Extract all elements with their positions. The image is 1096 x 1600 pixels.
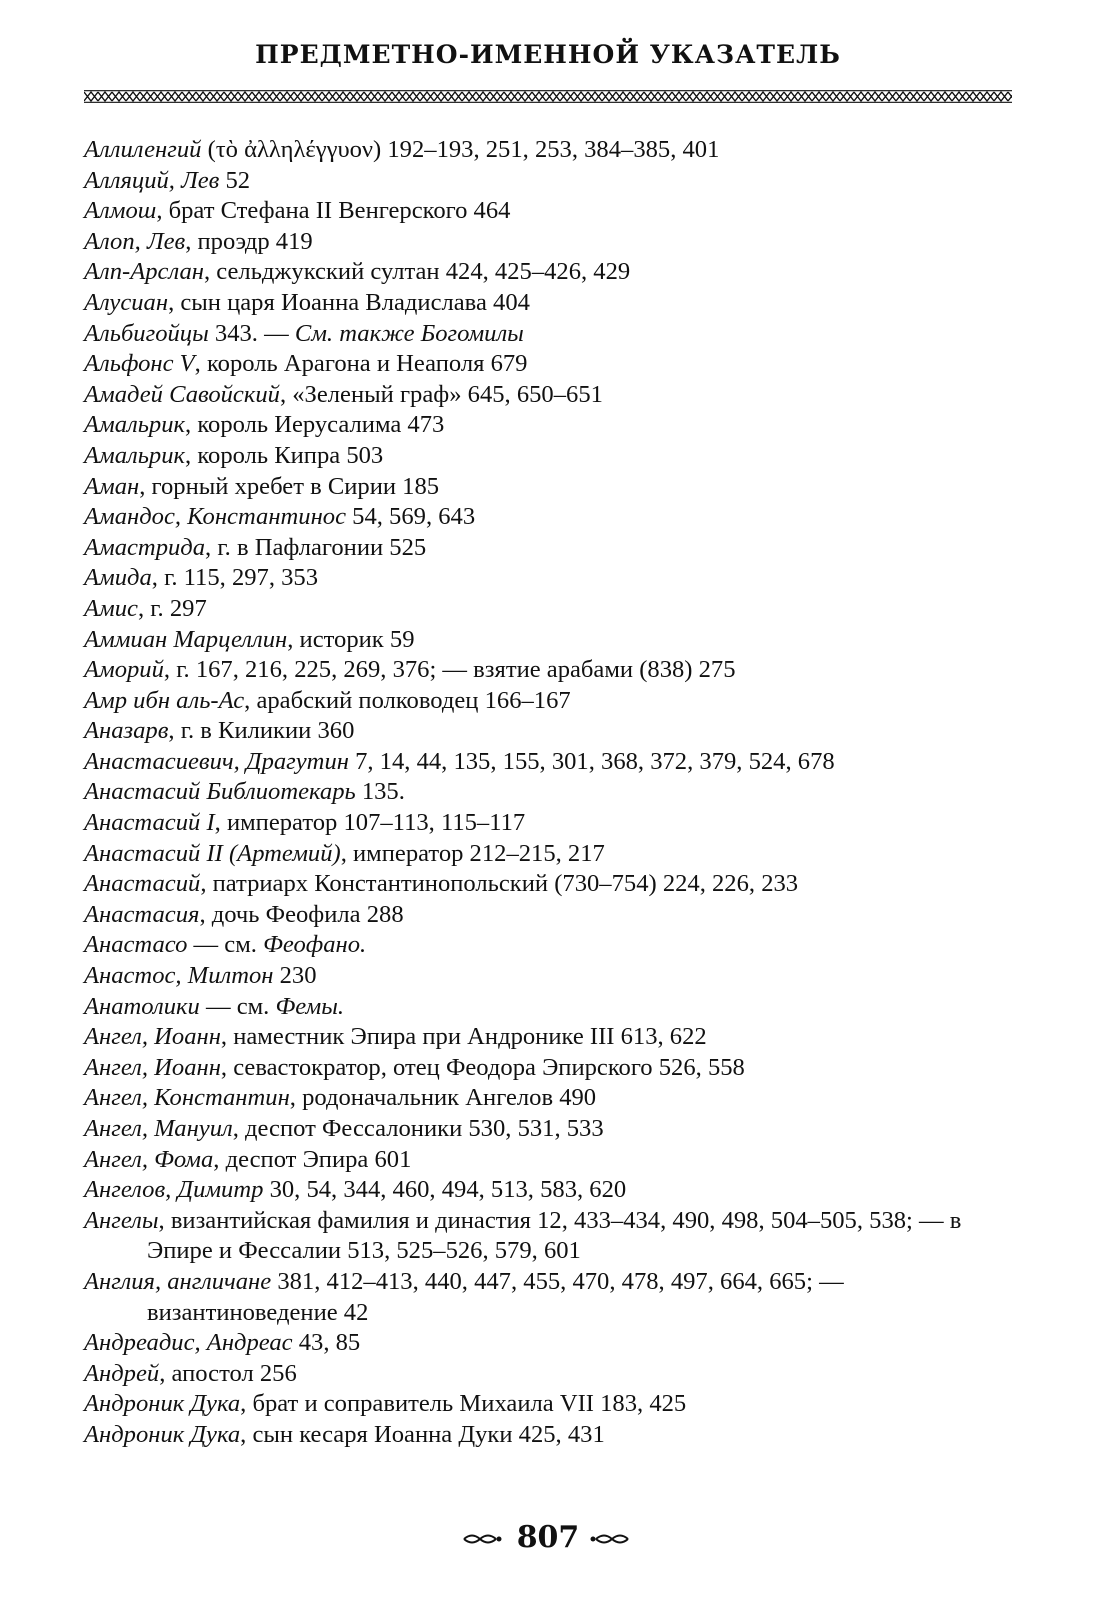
index-entry bbox=[84, 686, 1024, 717]
index-entry bbox=[84, 655, 1024, 686]
page-number: 807 bbox=[516, 1520, 580, 1555]
entry-term: Алусиан bbox=[84, 288, 169, 316]
index-entry bbox=[84, 288, 1024, 319]
entry-term: Альфонс V bbox=[84, 350, 195, 378]
index-entry bbox=[84, 227, 1024, 258]
index-entry bbox=[84, 1175, 1024, 1206]
index-entry bbox=[84, 961, 1024, 992]
entry-text: , наместник Эпира при Андронике III 613, 622 bbox=[220, 1023, 707, 1051]
entry-term: Фемы. bbox=[275, 992, 345, 1020]
index-entry bbox=[84, 533, 1024, 564]
entry-text: , император 107–113, 115–117 bbox=[214, 809, 526, 837]
entry-term: Ангел, Константин bbox=[84, 1084, 290, 1112]
entry-text: 381, 412–413, 440, 447, 455, 470, 478, 497, 664, 665; — византиноведение 42 bbox=[147, 1267, 844, 1326]
entry-term: Анатолики bbox=[84, 992, 200, 1020]
entry-text: 343. — bbox=[208, 319, 295, 347]
entry-term: Ангелов, Димитр bbox=[84, 1176, 264, 1204]
index-entry bbox=[84, 1389, 1024, 1420]
index-entry bbox=[84, 410, 1024, 441]
entry-term: Анастасо bbox=[84, 931, 188, 959]
index-entry bbox=[84, 900, 1024, 931]
entry-text: , сын царя Иоанна Владислава 404 bbox=[168, 288, 530, 316]
entry-term: Анастасий bbox=[84, 870, 201, 898]
index-entry bbox=[84, 716, 1024, 747]
entry-term: Ангел, Фома bbox=[84, 1145, 214, 1173]
entry-text: , г. в Пафлагонии 525 bbox=[205, 533, 427, 561]
index-entry bbox=[84, 594, 1024, 625]
entry-term: Аман bbox=[84, 472, 140, 500]
entry-term: Ангелы bbox=[84, 1206, 159, 1234]
index-entry bbox=[84, 319, 1024, 350]
entry-term: Андрей bbox=[84, 1359, 160, 1387]
entry-text: , сельджукский султан 424, 425–426, 429 bbox=[204, 258, 631, 286]
entry-text: , византийская фамилия и династия 12, 433–434, 490, 498, 504–505, 538; — в Эпире и Фессалии 513, 525–526, 579, 601 bbox=[147, 1206, 962, 1265]
entry-term: Анастос, Милтон bbox=[84, 962, 274, 990]
index-entry bbox=[84, 1114, 1024, 1145]
entry-term: Анастасия bbox=[84, 900, 200, 928]
entry-term: Алляций, Лев bbox=[84, 166, 220, 194]
index-entry bbox=[84, 747, 1024, 778]
entry-term: Амальрик bbox=[84, 411, 186, 439]
header-ornament-rule bbox=[84, 90, 1012, 103]
index-entry bbox=[84, 563, 1024, 594]
index-entry bbox=[84, 502, 1024, 533]
entry-text: , историк 59 bbox=[287, 625, 415, 653]
page-footer bbox=[0, 1520, 1096, 1560]
entry-text: (τὸ ἀλληλέγγυον) 192–193, 251, 253, 384–385, 401 bbox=[201, 136, 720, 163]
entry-term: Альбигойцы bbox=[84, 319, 209, 347]
entry-text: , г. 167, 216, 225, 269, 376; — взятие арабами (838) 275 bbox=[163, 656, 736, 684]
entry-text: , деспот Эпира 601 bbox=[213, 1145, 412, 1173]
index-entry bbox=[84, 380, 1024, 411]
entry-term: Аморий bbox=[84, 656, 164, 684]
index-entry bbox=[84, 1083, 1024, 1114]
entry-text: , горный хребет в Сирии 185 bbox=[139, 472, 440, 500]
index-entry bbox=[84, 196, 1024, 227]
entry-text: , севастократор, отец Феодора Эпирского 526, 558 bbox=[220, 1053, 745, 1081]
entry-text: , патриарх Константинопольский (730–754) 224, 226, 233 bbox=[200, 870, 799, 898]
entry-term: Ангел, Мануил bbox=[84, 1115, 233, 1142]
index-entry bbox=[84, 135, 1024, 166]
entry-term: Аммиан Марцеллин bbox=[84, 625, 288, 653]
entry-text: , «Зеленый граф» 645, 650–651 bbox=[279, 380, 603, 408]
entry-term: Аназарв bbox=[84, 717, 169, 745]
entry-term: Ангел, Иоанн bbox=[84, 1023, 221, 1051]
entry-term: Алоп, Лев bbox=[84, 227, 186, 255]
entry-text: , король Кипра 503 bbox=[185, 441, 384, 469]
index-entry bbox=[84, 625, 1024, 656]
entry-term: Амр ибн аль-Ас bbox=[84, 686, 245, 714]
entry-term: Алп-Арслан bbox=[84, 258, 204, 286]
index-entry bbox=[84, 869, 1024, 900]
entry-text: 30, 54, 344, 460, 494, 513, 583, 620 bbox=[263, 1176, 627, 1204]
entry-text: 230 bbox=[273, 962, 317, 990]
entry-text: 43, 85 bbox=[292, 1329, 361, 1357]
entry-term: Андреадис, Андреас bbox=[84, 1329, 293, 1357]
entry-term: Аллиленгий bbox=[84, 136, 202, 163]
entry-text: , брат Стефана II Венгерского 464 bbox=[156, 197, 511, 225]
entry-text: , король Арагона и Неаполя 679 bbox=[194, 350, 528, 378]
entry-text: 135. bbox=[355, 778, 405, 806]
entry-text: , дочь Феофила 288 bbox=[199, 900, 404, 928]
entry-term: Анастасий Библиотекарь bbox=[84, 778, 356, 806]
index-entry bbox=[84, 441, 1024, 472]
entry-term: Анастасий II (Артемий) bbox=[84, 839, 341, 867]
index-entry bbox=[84, 1267, 1024, 1328]
entry-text: , г. 115, 297, 353 bbox=[151, 564, 319, 592]
entry-text: , брат и соправитель Михаила VII 183, 425 bbox=[240, 1390, 687, 1418]
index-entry bbox=[84, 777, 1024, 808]
entry-text: , проэдр 419 bbox=[185, 227, 313, 255]
index-entry bbox=[84, 1420, 1024, 1451]
entry-term: Амастрида bbox=[84, 533, 206, 561]
entry-text: , арабский полководец 166–167 bbox=[244, 686, 571, 714]
index-entry bbox=[84, 1145, 1024, 1176]
entry-text: , император 212–215, 217 bbox=[340, 839, 605, 867]
entry-term: См. также Богомилы bbox=[294, 319, 524, 347]
index-entry bbox=[84, 1328, 1024, 1359]
entry-term: Амадей Савойский bbox=[84, 380, 280, 408]
running-header bbox=[0, 40, 1096, 69]
entry-text: , г. в Киликии 360 bbox=[168, 717, 355, 745]
entry-text: , апостол 256 bbox=[159, 1359, 297, 1387]
entry-term: Андроник Дука bbox=[84, 1420, 241, 1448]
entry-term: Англия, англичане bbox=[84, 1267, 272, 1295]
entry-term: Амандос, Константинос bbox=[84, 503, 347, 531]
header-title: ПРЕДМЕТНО-ИМЕННОЙ УКАЗАТЕЛЬ bbox=[255, 40, 841, 69]
index-entry bbox=[84, 349, 1024, 380]
index-entry bbox=[84, 930, 1024, 961]
index-entries-list bbox=[84, 135, 1024, 1451]
entry-text: , родоначальник Ангелов 490 bbox=[289, 1084, 597, 1112]
entry-term: Амис bbox=[84, 594, 138, 622]
entry-text: 54, 569, 643 bbox=[346, 503, 476, 531]
entry-term: Амида bbox=[84, 564, 152, 592]
entry-term: Андроник Дука bbox=[84, 1390, 241, 1418]
index-entry bbox=[84, 1206, 1024, 1267]
index-entry bbox=[84, 166, 1024, 197]
entry-text: , деспот Фессалоники 530, 531, 533 bbox=[232, 1115, 604, 1142]
entry-text: — см. bbox=[187, 931, 264, 959]
entry-term: Феофано. bbox=[263, 931, 367, 959]
index-entry bbox=[84, 839, 1024, 870]
entry-term: Амальрик bbox=[84, 441, 186, 469]
entry-term: Ангел, Иоанн bbox=[84, 1053, 221, 1081]
right-footer-ornament bbox=[590, 1532, 630, 1546]
index-entry bbox=[84, 257, 1024, 288]
entry-term: Анастасиевич, Драгутин bbox=[84, 747, 349, 775]
entry-text: , сын кесаря Иоанна Дуки 425, 431 bbox=[240, 1420, 605, 1448]
entry-term: Анастасий I bbox=[84, 809, 215, 837]
entry-text: , король Иерусалима 473 bbox=[185, 411, 445, 439]
entry-text: 7, 14, 44, 135, 155, 301, 368, 372, 379, 524, 678 bbox=[348, 747, 835, 775]
index-entry bbox=[84, 1053, 1024, 1084]
index-entry bbox=[84, 992, 1024, 1023]
entry-term: Алмош bbox=[84, 197, 157, 225]
index-entry bbox=[84, 808, 1024, 839]
entry-text: — см. bbox=[199, 992, 276, 1020]
index-entry bbox=[84, 1359, 1024, 1390]
entry-text: 52 bbox=[219, 166, 251, 194]
index-entry bbox=[84, 472, 1024, 503]
index-entry bbox=[84, 1022, 1024, 1053]
entry-text: , г. 297 bbox=[137, 594, 207, 622]
